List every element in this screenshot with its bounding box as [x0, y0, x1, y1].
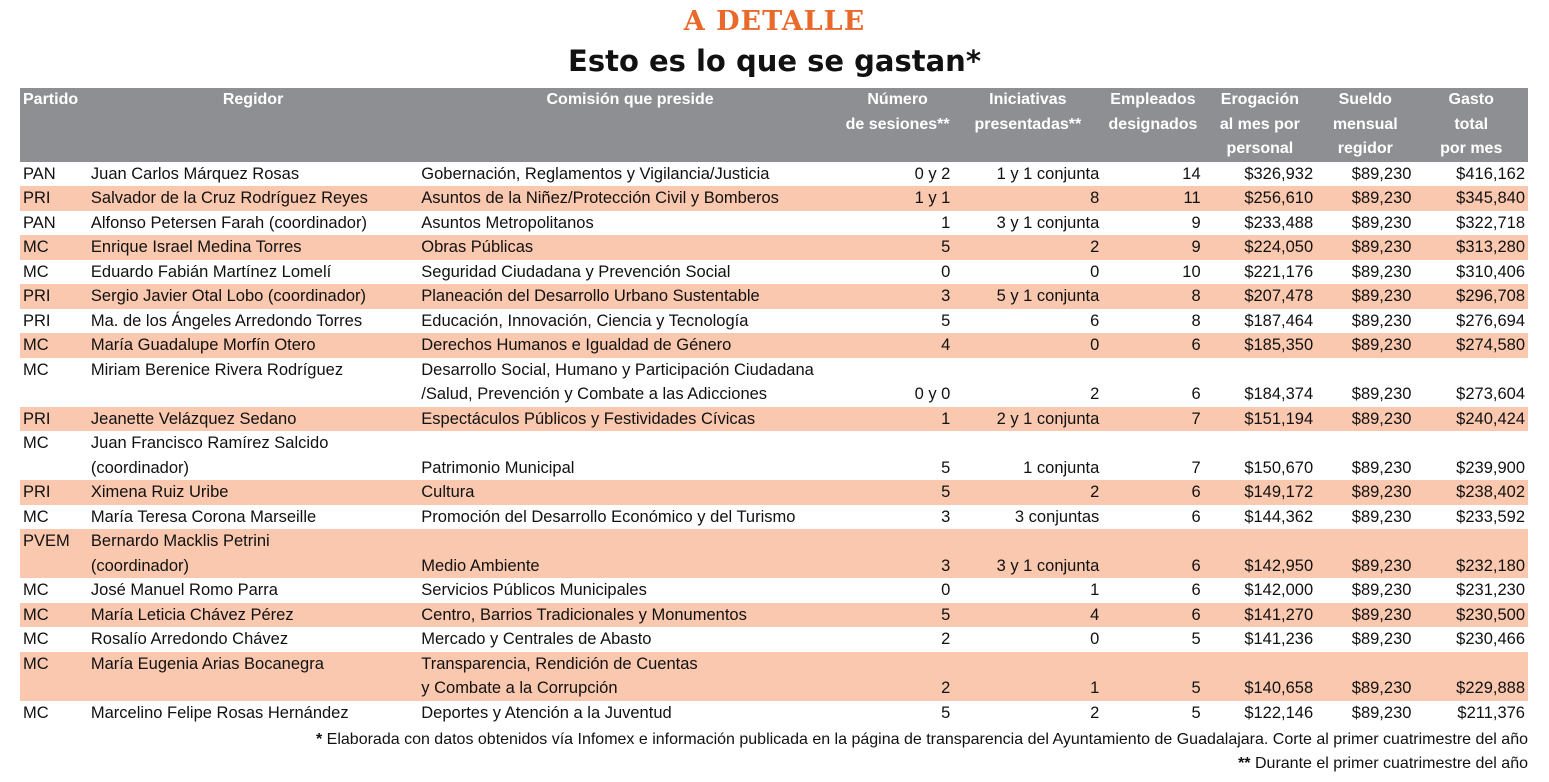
header-iniciativas: [953, 88, 1102, 162]
cell-iniciativas: 2: [953, 480, 1102, 505]
cell-comision: [418, 578, 842, 603]
cell-regidor: [88, 480, 418, 505]
cell-comision-line: Asuntos de la Niñez/Protección Civil y Bomberos: [421, 189, 779, 207]
cell-regidor: [88, 529, 418, 578]
footnote-text: Elaborada con datos obtenidos vía Infomex e información publicada en la página de transparencia del Ayuntamiento de Guadalajara. Corte al primer cuatrimestre del año: [326, 731, 1528, 748]
header-line: mensual: [1332, 115, 1398, 133]
cell-iniciativas: 3 y 1 conjunta: [953, 529, 1102, 578]
cell-empleados: 6: [1102, 603, 1203, 628]
table-row: [20, 211, 1528, 236]
cell-comision-line: Gobernación, Reglamentos y Vigilancia/Justicia: [421, 164, 770, 183]
cell-sesiones: 1: [941, 213, 951, 232]
header-sueldo: [1316, 88, 1414, 162]
cell-sesiones: 1: [842, 407, 953, 432]
cell-partido: PVEM: [20, 529, 88, 578]
header-line: Sueldo: [1338, 91, 1392, 108]
cell-sueldo: $89,230: [1316, 652, 1414, 701]
cell-sueldo: $89,230: [1316, 186, 1414, 211]
cell-comision-line: Seguridad Ciudadana y Prevención Social: [421, 262, 731, 281]
cell-empleados: 7: [1102, 407, 1203, 432]
cell-erogacion: $256,610: [1204, 186, 1316, 211]
cell-sesiones: 3: [842, 284, 953, 309]
cell-comision-line: /Salud, Prevención y Combate a las Adicciones: [421, 385, 768, 403]
cell-regidor: [88, 211, 418, 236]
cell-sueldo: $89,230: [1351, 213, 1412, 232]
expenses-table: [20, 88, 1528, 725]
cell-regidor: [88, 186, 418, 211]
cell-sesiones: 5: [842, 480, 953, 505]
cell-iniciativas: 1: [1090, 581, 1100, 599]
cell-comision-line: Obras Públicas: [421, 238, 534, 256]
table-row: [20, 358, 1528, 407]
cell-sesiones: 1 y 1: [842, 186, 953, 211]
cell-gasto: $240,424: [1414, 407, 1528, 432]
table-row: [20, 529, 1528, 578]
cell-comision: [418, 309, 842, 334]
cell-regidor: [88, 284, 418, 309]
table-row: [20, 284, 1528, 309]
cell-iniciativas: 2: [953, 235, 1102, 260]
cell-partido: MC: [23, 262, 49, 281]
table-row: [20, 333, 1528, 358]
header-empleados: [1102, 88, 1203, 162]
cell-empleados: 10: [1182, 262, 1201, 281]
cell-partido: PRI: [23, 311, 51, 330]
cell-regidor: [88, 578, 418, 603]
cell-regidor-line: María Guadalupe Morfín Otero: [90, 336, 316, 354]
cell-regidor: [88, 235, 418, 260]
cell-comision: [418, 431, 842, 480]
cell-regidor-line: (coordinador): [90, 458, 190, 477]
cell-sueldo: $89,230: [1316, 235, 1414, 260]
cell-erogacion: $142,000: [1244, 581, 1314, 599]
cell-erogacion: $140,658: [1204, 652, 1316, 701]
cell-iniciativas: 2 y 1 conjunta: [953, 407, 1102, 432]
cell-iniciativas: 3 y 1 conjunta: [996, 213, 1100, 232]
table-row: [20, 578, 1528, 603]
cell-iniciativas: 0: [953, 333, 1102, 358]
cell-sesiones: 5: [941, 311, 951, 330]
cell-empleados: 9: [1191, 213, 1201, 232]
cell-regidor-line: Jeanette Velázquez Sedano: [90, 409, 297, 428]
cell-regidor: [88, 333, 418, 358]
cell-partido: MC: [23, 360, 49, 379]
header-line: Erogación: [1220, 91, 1300, 108]
cell-iniciativas: 0: [1090, 630, 1100, 648]
cell-iniciativas: 3 conjuntas: [1014, 507, 1100, 526]
cell-sueldo: $89,230: [1351, 262, 1412, 281]
cell-gasto: $310,406: [1456, 262, 1525, 281]
cell-regidor-line: Juan Francisco Ramírez Salcido: [90, 434, 329, 452]
cell-empleados: 6: [1102, 333, 1203, 358]
cell-partido: PRI: [20, 186, 88, 211]
cell-comision: [418, 407, 842, 432]
cell-sesiones: 5: [941, 703, 951, 722]
cell-empleados: 11: [1102, 186, 1203, 211]
cell-iniciativas: 2: [1090, 385, 1100, 403]
cell-regidor-line: José Manuel Romo Parra: [90, 581, 278, 599]
cell-gasto: $273,604: [1456, 385, 1525, 403]
cell-sueldo: $89,230: [1316, 284, 1414, 309]
cell-regidor-line: María Leticia Chávez Pérez: [90, 605, 294, 624]
header-gasto: [1414, 88, 1528, 162]
cell-regidor-line: Ma. de los Ángeles Arredondo Torres: [90, 311, 363, 330]
cell-empleados: 8: [1102, 284, 1203, 309]
table-row: [20, 603, 1528, 628]
table-row: [20, 260, 1528, 285]
cell-regidor-line: Rosalío Arredondo Chávez: [90, 630, 289, 648]
cell-empleados: 6: [1191, 581, 1201, 599]
cell-iniciativas: 0: [1090, 262, 1100, 281]
cell-comision-line: y Combate a la Corrupción: [421, 679, 618, 697]
cell-comision-line: Medio Ambiente: [421, 556, 540, 575]
cell-sesiones: 0: [941, 581, 951, 599]
cell-comision-line: Servicios Públicos Municipales: [421, 581, 647, 599]
header-line: regidor: [1337, 140, 1393, 157]
table-body: [20, 162, 1528, 726]
header-line: designados: [1108, 115, 1198, 133]
header-line: Gasto: [1448, 91, 1494, 108]
cell-regidor: [88, 701, 418, 726]
cell-empleados: 8: [1191, 311, 1201, 330]
cell-regidor: [88, 358, 418, 407]
cell-sesiones: 3: [941, 507, 951, 526]
cell-empleados: 6: [1102, 480, 1203, 505]
cell-gasto: $322,718: [1456, 213, 1525, 232]
cell-iniciativas: 1: [953, 652, 1102, 701]
cell-comision: [418, 358, 842, 407]
cell-comision-line: Transparencia, Rendición de Cuentas: [421, 654, 698, 673]
cell-gasto: $230,500: [1414, 603, 1528, 628]
cell-comision-line: Asuntos Metropolitanos: [421, 213, 594, 232]
cell-comision: [418, 186, 842, 211]
cell-comision: [418, 603, 842, 628]
table-row: [20, 627, 1528, 652]
table-row: [20, 235, 1528, 260]
cell-regidor: [88, 260, 418, 285]
footnote-mark: **: [1238, 755, 1251, 772]
cell-gasto: $229,888: [1414, 652, 1528, 701]
cell-sueldo: $89,230: [1351, 630, 1412, 648]
cell-erogacion: $144,362: [1244, 507, 1314, 526]
cell-iniciativas: 6: [1090, 311, 1100, 330]
cell-regidor: [88, 652, 418, 701]
cell-comision: [418, 162, 842, 187]
cell-erogacion: $151,194: [1204, 407, 1316, 432]
cell-erogacion: $187,464: [1244, 311, 1314, 330]
cell-partido: PRI: [20, 284, 88, 309]
cell-partido: MC: [23, 507, 49, 526]
cell-iniciativas: 4: [953, 603, 1102, 628]
cell-erogacion: $149,172: [1204, 480, 1316, 505]
cell-comision: [418, 627, 842, 652]
footnote-period: [1238, 755, 1528, 773]
cell-partido: MC: [23, 703, 49, 722]
cell-sesiones: 0 y 0: [914, 385, 951, 403]
cell-comision-line: Mercado y Centrales de Abasto: [421, 630, 652, 648]
cell-regidor-line: Sergio Javier Otal Lobo (coordinador): [90, 287, 367, 305]
cell-sueldo: $89,230: [1316, 333, 1414, 358]
page-title: Esto es lo que se gastan*: [568, 44, 981, 78]
cell-gasto: $296,708: [1414, 284, 1528, 309]
cell-erogacion: $142,950: [1204, 529, 1316, 578]
cell-erogacion: $141,236: [1244, 630, 1314, 648]
cell-partido: MC: [23, 434, 49, 452]
cell-comision: [418, 701, 842, 726]
cell-partido: PRI: [20, 480, 88, 505]
cell-sesiones: 2: [941, 630, 951, 648]
cell-sesiones: 4: [842, 333, 953, 358]
cell-sesiones: 0: [941, 262, 951, 281]
footnote-source: [316, 731, 1528, 749]
cell-empleados: 6: [1102, 529, 1203, 578]
cell-sueldo: $89,230: [1351, 581, 1412, 599]
cell-comision-line: Espectáculos Públicos y Festividades Cívicas: [421, 409, 756, 428]
cell-sesiones: 5: [842, 603, 953, 628]
cell-comision: [418, 333, 842, 358]
cell-erogacion: $233,488: [1244, 213, 1314, 232]
cell-erogacion: $207,478: [1204, 284, 1316, 309]
cell-sesiones: 3: [842, 529, 953, 578]
cell-comision-line: Derechos Humanos e Igualdad de Género: [421, 336, 732, 354]
table-row: [20, 407, 1528, 432]
cell-erogacion: $326,932: [1244, 164, 1314, 183]
cell-sueldo: $89,230: [1316, 603, 1414, 628]
cell-gasto: $239,900: [1456, 458, 1525, 477]
cell-regidor-line: Alfonso Petersen Farah (coordinador): [90, 213, 367, 232]
header-sesiones: [842, 88, 953, 162]
cell-comision-line: Deportes y Atención a la Juventud: [421, 703, 672, 722]
cell-regidor: [88, 627, 418, 652]
kicker: A DETALLE: [683, 6, 866, 37]
cell-sueldo: $89,230: [1351, 311, 1412, 330]
cell-regidor-line: Bernardo Macklis Petrini: [90, 532, 270, 550]
cell-sueldo: $89,230: [1316, 407, 1414, 432]
header-erogacion: [1204, 88, 1316, 162]
header-line: Iniciativas: [989, 91, 1067, 108]
cell-regidor-line: Miriam Berenice Rivera Rodríguez: [90, 360, 344, 379]
cell-gasto: $274,580: [1414, 333, 1528, 358]
cell-erogacion: $185,350: [1204, 333, 1316, 358]
table-row: [20, 701, 1528, 726]
cell-gasto: $345,840: [1414, 186, 1528, 211]
cell-regidor: [88, 505, 418, 530]
cell-sueldo: $89,230: [1351, 385, 1412, 403]
table-header-row: [20, 88, 1528, 162]
cell-empleados: 5: [1191, 703, 1201, 722]
cell-empleados: 5: [1102, 652, 1203, 701]
cell-comision: [418, 260, 842, 285]
cell-comision-line: Centro, Barrios Tradicionales y Monumentos: [421, 605, 747, 624]
cell-gasto: $276,694: [1456, 311, 1525, 330]
footnote-text: Durante el primer cuatrimestre del año: [1254, 755, 1528, 772]
cell-sueldo: $89,230: [1351, 458, 1412, 477]
cell-gasto: $313,280: [1414, 235, 1528, 260]
cell-regidor-line: Juan Carlos Márquez Rosas: [90, 164, 300, 183]
cell-erogacion: $224,050: [1204, 235, 1316, 260]
header-partido: Partido: [20, 88, 88, 162]
cell-partido: PAN: [23, 213, 56, 232]
cell-sesiones: 0 y 2: [914, 164, 951, 183]
cell-sesiones: 5: [842, 235, 953, 260]
cell-partido: PAN: [23, 164, 56, 183]
cell-partido: MC: [20, 235, 88, 260]
cell-regidor: [88, 431, 418, 480]
cell-erogacion: $122,146: [1244, 703, 1314, 722]
cell-partido: MC: [23, 630, 49, 648]
cell-comision-line: Planeación del Desarrollo Urbano Sustentable: [421, 287, 760, 305]
cell-comision-line: Desarrollo Social, Humano y Participación Ciudadana: [421, 360, 814, 379]
table-row: [20, 652, 1528, 701]
footnote-mark: *: [315, 731, 323, 748]
cell-iniciativas: 1 y 1 conjunta: [996, 164, 1100, 183]
table-row: [20, 186, 1528, 211]
cell-erogacion: $221,176: [1244, 262, 1314, 281]
cell-regidor-line: (coordinador): [90, 556, 190, 575]
table-row: [20, 162, 1528, 187]
cell-sueldo: $89,230: [1316, 529, 1414, 578]
cell-regidor: [88, 407, 418, 432]
cell-gasto: $233,592: [1456, 507, 1525, 526]
cell-comision: [418, 480, 842, 505]
cell-empleados: 9: [1102, 235, 1203, 260]
cell-erogacion: $141,270: [1204, 603, 1316, 628]
header-line: de sesiones**: [845, 115, 950, 133]
cell-regidor: [88, 162, 418, 187]
cell-gasto: $230,466: [1456, 630, 1525, 648]
cell-empleados: 7: [1191, 458, 1201, 477]
cell-comision-line: Promoción del Desarrollo Económico y del Turismo: [421, 507, 796, 526]
cell-empleados: 5: [1191, 630, 1201, 648]
cell-erogacion: $184,374: [1244, 385, 1314, 403]
table-row: [20, 309, 1528, 334]
table-row: [20, 480, 1528, 505]
cell-sueldo: $89,230: [1316, 480, 1414, 505]
cell-sueldo: $89,230: [1351, 164, 1412, 183]
header-line: Número: [867, 91, 928, 108]
cell-comision-line: Educación, Innovación, Ciencia y Tecnología: [421, 311, 749, 330]
cell-comision: [418, 652, 842, 701]
cell-regidor-line: Salvador de la Cruz Rodríguez Reyes: [90, 189, 368, 207]
cell-partido: MC: [20, 652, 88, 701]
cell-comision: [418, 505, 842, 530]
header-line: por mes: [1440, 140, 1503, 157]
table-row: [20, 431, 1528, 480]
cell-partido: MC: [20, 603, 88, 628]
cell-regidor-line: María Eugenia Arias Bocanegra: [90, 654, 324, 673]
header-line: total: [1454, 115, 1489, 133]
cell-partido: MC: [23, 581, 49, 599]
header-comision: Comisión que preside: [418, 88, 842, 162]
cell-gasto: $232,180: [1414, 529, 1528, 578]
cell-regidor: [88, 603, 418, 628]
header-line: al mes por: [1219, 115, 1300, 133]
cell-sesiones: 2: [842, 652, 953, 701]
cell-empleados: 6: [1191, 507, 1201, 526]
cell-partido: PRI: [20, 407, 88, 432]
cell-sueldo: $89,230: [1351, 703, 1412, 722]
cell-comision: [418, 211, 842, 236]
cell-regidor: [88, 309, 418, 334]
cell-regidor-line: Enrique Israel Medina Torres: [90, 238, 302, 256]
cell-iniciativas: 2: [1090, 703, 1100, 722]
cell-gasto: $238,402: [1414, 480, 1528, 505]
cell-regidor-line: Ximena Ruiz Uribe: [90, 483, 229, 501]
cell-comision: [418, 235, 842, 260]
cell-empleados: 6: [1191, 385, 1201, 403]
header-regidor: Regidor: [88, 88, 418, 162]
cell-empleados: 14: [1182, 164, 1201, 183]
cell-gasto: $231,230: [1456, 581, 1525, 599]
cell-gasto: $416,162: [1456, 164, 1525, 183]
cell-iniciativas: 1 conjunta: [1023, 458, 1100, 477]
header-line: personal: [1226, 140, 1294, 157]
cell-iniciativas: 8: [953, 186, 1102, 211]
table-row: [20, 505, 1528, 530]
cell-comision: [418, 284, 842, 309]
cell-comision-line: Patrimonio Municipal: [421, 458, 575, 477]
cell-regidor-line: Marcelino Felipe Rosas Hernández: [90, 703, 349, 722]
cell-comision-line: Cultura: [421, 483, 475, 501]
cell-sesiones: 5: [941, 458, 951, 477]
cell-sueldo: $89,230: [1351, 507, 1412, 526]
header-line: presentadas**: [974, 115, 1082, 133]
cell-partido: MC: [20, 333, 88, 358]
cell-iniciativas: 5 y 1 conjunta: [953, 284, 1102, 309]
cell-gasto: $211,376: [1457, 703, 1525, 722]
cell-regidor-line: María Teresa Corona Marseille: [90, 507, 317, 526]
cell-regidor-line: Eduardo Fabián Martínez Lomelí: [90, 262, 332, 281]
header-line: Empleados: [1110, 91, 1196, 108]
cell-erogacion: $150,670: [1244, 458, 1314, 477]
cell-comision: [418, 529, 842, 578]
